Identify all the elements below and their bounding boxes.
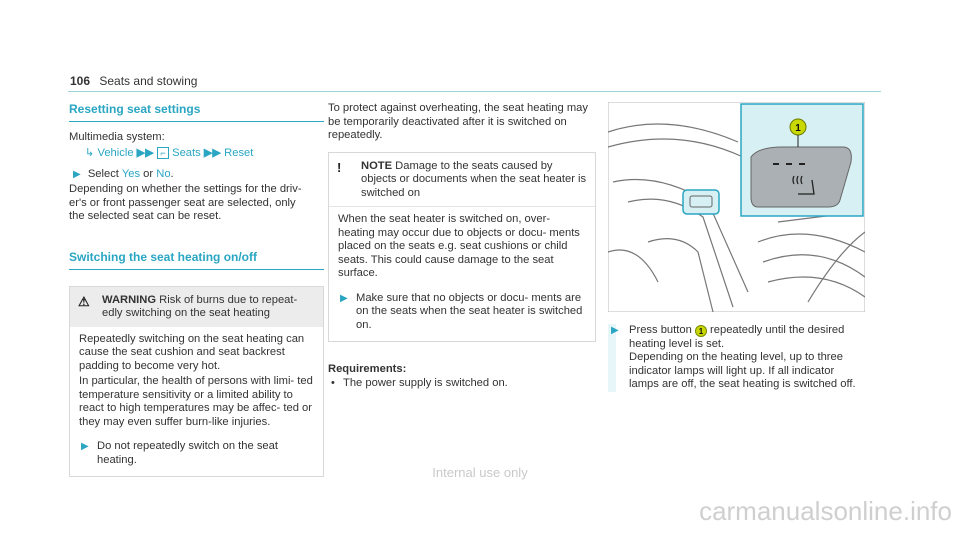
warning-body: [70, 327, 323, 477]
note-exclamation-icon: !: [337, 159, 342, 175]
menu-path: [69, 146, 324, 159]
step-arrow-icon: ▶: [340, 292, 348, 304]
page-header: [70, 74, 197, 88]
button-highlight: [683, 190, 719, 214]
note-header: [329, 153, 595, 207]
requirements-label: Requirements:: [328, 363, 407, 375]
warning-header: [70, 287, 323, 327]
site-watermark: carmanualsonline.info: [699, 496, 952, 526]
note-paragraph: When the seat heater is switched on, over- heating may occur due to objects or docu- ments placed on the seats e.g. seat cushions or child seats. This could cause damage to the seat surface.: [338, 213, 580, 279]
seat-icon: ⌐: [157, 147, 169, 159]
internal-use-label: Internal use only: [432, 465, 528, 480]
step-arrow-icon: ▶: [81, 441, 89, 452]
note-step: ▶ Make sure that no objects or docu- ments are on the seats when the seat heater is switched on.: [340, 291, 583, 331]
warning-box: [69, 286, 324, 478]
option-yes: Yes: [121, 167, 141, 180]
warning-paragraph-1: Repeatedly switching on the seat heating can cause the seat cushion and seat backrest padding to become very hot.: [79, 332, 305, 372]
resetting-description: Depending on whether the settings for the driv- er's or front passenger seat are selected, only the selected seat can be reset.: [69, 183, 302, 222]
path-reset: Reset: [224, 146, 254, 159]
callout-inline-badge: 1: [695, 325, 707, 337]
requirement-item: • The power supply is switched on.: [331, 376, 508, 389]
note-box: [328, 152, 596, 343]
path-separator-icon: ▶▶: [203, 146, 222, 159]
warning-summary: Risk of burns due to repeat- edly switching on the seat heating: [102, 293, 298, 319]
page-number: 106: [70, 74, 91, 88]
option-no: No: [156, 167, 171, 180]
path-separator-icon: ▶▶: [136, 146, 154, 159]
note-label: NOTE: [361, 159, 393, 172]
multimedia-label: Multimedia system:: [69, 131, 165, 143]
warning-step: ▶ Do not repeatedly switch on the seat heating.: [81, 440, 278, 466]
resetting-heading: Resetting seat settings: [69, 102, 324, 122]
step-arrow-icon: ▶: [73, 168, 81, 180]
callout-number: 1: [795, 123, 801, 134]
note-summary: Damage to the seats caused by objects or documents when the seat heater is switched on: [361, 159, 587, 199]
return-arrow-icon: ↳: [85, 146, 95, 159]
warning-triangle-icon: ⚠: [78, 293, 90, 309]
warning-label: WARNING: [102, 293, 157, 306]
path-seats: Seats: [172, 146, 201, 159]
header-divider: [68, 91, 881, 92]
warning-paragraph-2: In particular, the health of persons with limi- ted temperature sensitivity or a limited ability to react to high temperatures may be affec- ted or they may even suffer burn-like injuries.: [79, 375, 313, 428]
heating-level-description: Depending on the heating level, up to three indicator lamps will light up. If all indicator lamps are off, the seat heating is switched off.: [629, 351, 856, 390]
press-button-instruction: ▶ Press button 1 repeatedly until the desired heating level is set. Depending on the heating level, up to three indicator lamps will light up. If all indicator lamps are off, the seat heating is switched off.: [608, 324, 865, 392]
select-step: ▶ Select Yes or No.: [73, 167, 174, 180]
path-vehicle: Vehicle: [97, 146, 134, 159]
overheat-intro: To protect against overheating, the seat heating may be temporarily deactivated after it is switched on repeatedly.: [328, 102, 588, 141]
section-title: Seats and stowing: [99, 74, 198, 88]
heating-heading: Switching the seat heating on/off: [69, 250, 324, 270]
note-body: [329, 206, 595, 341]
step-arrow-icon: ▶: [611, 325, 619, 336]
seat-heating-illustration: [608, 102, 865, 312]
column-middle: [328, 102, 596, 390]
bullet-icon: •: [331, 376, 335, 389]
column-left: [69, 102, 324, 477]
